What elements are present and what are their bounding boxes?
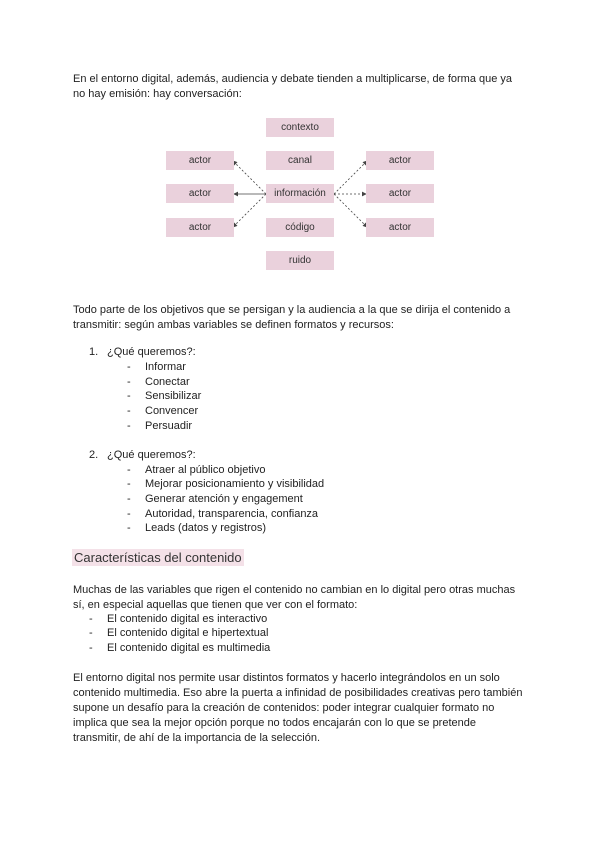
box-code: código xyxy=(266,218,334,237)
list-item: - Convencer xyxy=(127,405,199,417)
box-noise: ruido xyxy=(266,251,334,270)
list-item: - El contenido digital es interactivo xyxy=(89,613,268,625)
box-actor-left-1: actor xyxy=(166,151,234,170)
question-1-number: 1. xyxy=(89,346,99,358)
list-item: - Leads (datos y registros) xyxy=(127,522,267,534)
list-item: - Informar xyxy=(127,361,186,373)
content-line: sí, en especial aquellas que tienen que ver con el formato: xyxy=(73,599,358,611)
box-actor-right-1: actor xyxy=(366,151,434,170)
arrow-right-bottom xyxy=(334,194,367,227)
list-item: - El contenido digital es multimedia xyxy=(89,642,271,654)
box-actor-left-2: actor xyxy=(166,184,234,203)
intro-line: no hay emisión: hay conversación: xyxy=(73,88,242,100)
list-item: - Mejorar posicionamiento y visibilidad xyxy=(127,478,325,490)
box-actor-right-2: actor xyxy=(366,184,434,203)
box-context: contexto xyxy=(266,118,334,137)
box-actor-right-3: actor xyxy=(366,218,434,237)
arrow-left-top xyxy=(233,161,266,194)
objectives-line: Todo parte de los objetivos que se persigan y la audiencia a la que se dirija el contenido a xyxy=(73,304,511,316)
closing-line: El entorno digital nos permite usar distintos formatos y hacerlo integrándolos en un solo xyxy=(73,672,500,684)
box-information: información xyxy=(266,184,334,203)
communication-diagram xyxy=(0,0,600,280)
closing-line: supone un desafío para la creación de contenidos: poder integrar cualquier formato no xyxy=(73,702,495,714)
question-2-title: ¿Qué queremos?: xyxy=(107,449,196,461)
closing-line: implica que sea la mejor opción porque no todos encajarán con lo que se pretende xyxy=(73,717,476,729)
arrow-left-bottom xyxy=(233,194,266,227)
content-line: Muchas de las variables que rigen el contenido no cambian en lo digital pero otras muchas xyxy=(73,584,516,596)
list-item: - Atraer al público objetivo xyxy=(127,464,266,476)
objectives-line: transmitir: según ambas variables se definen formatos y recursos: xyxy=(73,319,394,331)
intro-line: En el entorno digital, además, audiencia y debate tienden a multiplicarse, de forma que ya xyxy=(73,73,513,85)
diagram-arrows xyxy=(0,0,600,280)
closing-paragraph xyxy=(73,671,528,746)
content-paragraph xyxy=(73,583,528,613)
question-2-number: 2. xyxy=(89,449,99,461)
box-actor-left-3: actor xyxy=(166,218,234,237)
closing-line: transmitir, de ahí de la importancia de la selección. xyxy=(73,732,321,744)
arrow-right-top xyxy=(334,161,367,194)
objectives-paragraph xyxy=(73,303,528,333)
closing-line: contenido multimedia. Eso abre la puerta a infinidad de posibilidades creativas pero también xyxy=(73,687,523,699)
list-item: - Generar atención y engagement xyxy=(127,493,303,505)
section-heading: Características del contenido xyxy=(74,550,242,565)
box-channel: canal xyxy=(266,151,334,170)
list-item: - Sensibilizar xyxy=(127,390,202,402)
question-1-title: ¿Qué queremos?: xyxy=(107,346,196,358)
list-item: - Autoridad, transparencia, confianza xyxy=(127,508,319,520)
list-item: - Conectar xyxy=(127,376,190,388)
list-item: - El contenido digital e hipertextual xyxy=(89,627,269,639)
list-item: - Persuadir xyxy=(127,420,193,432)
